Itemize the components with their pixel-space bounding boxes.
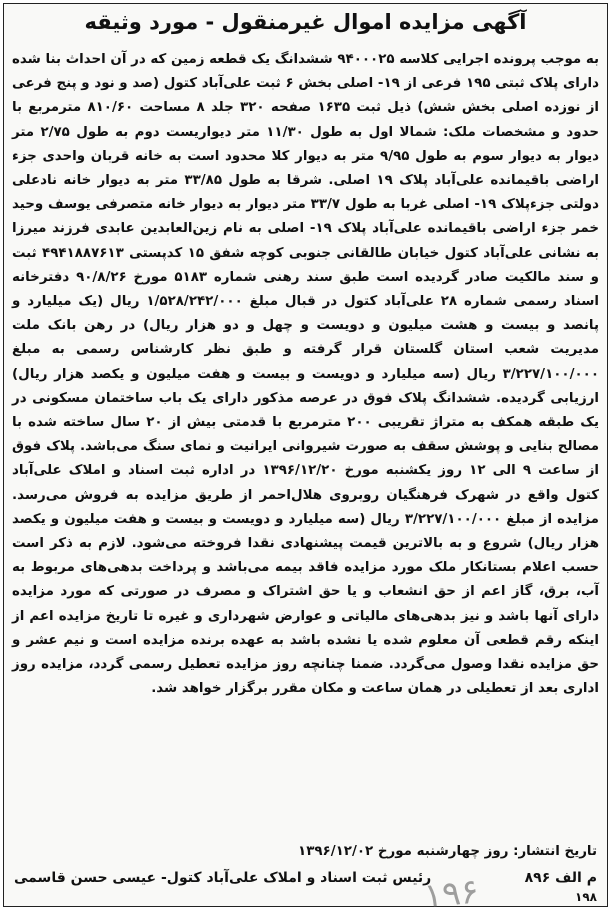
cut-off-fragment: ۱۹۸	[575, 890, 597, 904]
notice-frame	[3, 3, 608, 917]
notice-title: آگهی مزایده اموال غیرمنقول - مورد وثیقه	[84, 10, 527, 34]
signature-line: رئیس ثبت اسناد و املاک علی‌آباد کتول- عیسی حسن قاسمی	[14, 870, 432, 886]
notice-body: به موجب پرونده اجرایی کلاسه ۹۴۰۰۰۲۵ ششدانگ یک قطعه زمین که در آن احداث بنا شده دارای پلاک ثبتی ۱۹۵ فرعی از ۱۹- اصلی بخش ۶ ثبت علی‌آباد کتول (صد و نود و پنج فرعی از نوزده اصلی بخش شش) ذیل ثبت ۱۶۳۵ صفحه ۳۲۰ جلد ۸ مساحت ۸۱۰/۶۰ مترمربع با حدود و مشخصات ملک: شمالا اول به طول ۱۱/۳۰ متر دیواریست دوم به طول ۲/۷۵ متر دیوار به دیوار سوم به طول ۹/۹۵ متر به دیوار کلا محدود است به خانه قربان واحدی جزء اراضی باقیمانده علی‌آباد پلاک ۱۹ اصلی. شرقا به طول ۳۳/۸۵ متر به دیوار خانه نادعلی دولتی جزءپلاک ۱۹- اصلی غربا به طول ۳۳/۷ متر دیوار به دیوار خانه متصرفی یوسف وحید خمر جزء اراضی باقیمانده علی‌آباد پلاک ۱۹- اصلی به نام زین‌العابدین عابدی فرزند میرزا به نشانی علی‌آباد کتول خیابان طالقانی جنوبی کوچه شفق ۱۵ کدپستی ۴۹۴۱۸۸۷۶۱۳ ثبت و سند مالکیت صادر گردیده است طبق سند رهنی شماره ۵۱۸۳ مورخ ۹۰/۸/۲۶ دفترخانه اسناد رسمی شماره ۲۸ علی‌آباد کتول در قبال مبلغ ۱/۵۲۸/۲۴۲/۰۰۰ ریال (یک میلیارد و پانصد و بیست و هشت میلیون و دویست و چهل و دو هزار ریال) در رهن بانک ملت مدیریت شعب استان گلستان قرار گرفته و طبق نظر کارشناس رسمی به مبلغ ۳/۲۲۷/۱۰۰/۰۰۰ ریال (سه میلیارد و دویست و بیست و هفت میلیون و یکصد هزار ریال) ارزیابی گردیده. ششدانگ پلاک فوق در عرصه مذکور دارای یک باب ساختمان مسکونی در یک طبقه همکف به متراژ تقریبی ۲۰۰ مترمربع با قدمتی بیش از ۲۰ سال ساخته شده با مصالح بنایی و پوشش سقف به صورت شیروانی ایرانیت و نمای سنگ می‌باشد. پلاک فوق از ساعت ۹ الی ۱۲ روز یکشنبه مورخ ۱۳۹۶/۱۲/۲۰ در اداره ثبت اسناد و املاک علی‌آباد کتول واقع در شهرک فرهنگیان روبروی هلال‌احمر از طریق مزایده به فروش می‌رسد. مزایده از مبلغ ۳/۲۲۷/۱۰۰/۰۰۰ ریال (سه میلیارد و دویست و بیست و هفت میلیون و یکصد هزار ریال) شروع و به بالاترین قیمت پیشنهادی نقدا فروخته می‌شود. لازم به ذکر است حسب اعلام بستانکار ملک مورد مزایده فاقد بیمه می‌باشد و پرداخت بدهی‌های مربوط به آب، برق، گاز اعم از حق انشعاب و یا حق اشتراک و مصرف در صورتی که مورد مزایده دارای آنها باشد و نیز بدهی‌های مالیاتی و عوارض شهرداری و غیره تا تاریخ مزایده اعم از اینکه رقم قطعی آن معلوم شده یا نشده باشد به عهده برنده مزایده است و نیم عشر و حق مزایده نقدا وصول می‌گردد. ضمنا چنانچه روز مزایده تعطیل رسمی گردد، مزایده روز اداری بعد از تعطیلی در همان ساعت و مکان مقرر برگزار خواهد شد.	[12, 52, 600, 697]
handwritten-stamp: ۱۹۶	[422, 871, 481, 917]
publish-date: تاریخ انتشار: روز چهارشنبه مورخ ۱۳۹۶/۱۲/۰۲	[298, 844, 597, 859]
reference-number: م الف ۸۹۶	[524, 870, 597, 886]
